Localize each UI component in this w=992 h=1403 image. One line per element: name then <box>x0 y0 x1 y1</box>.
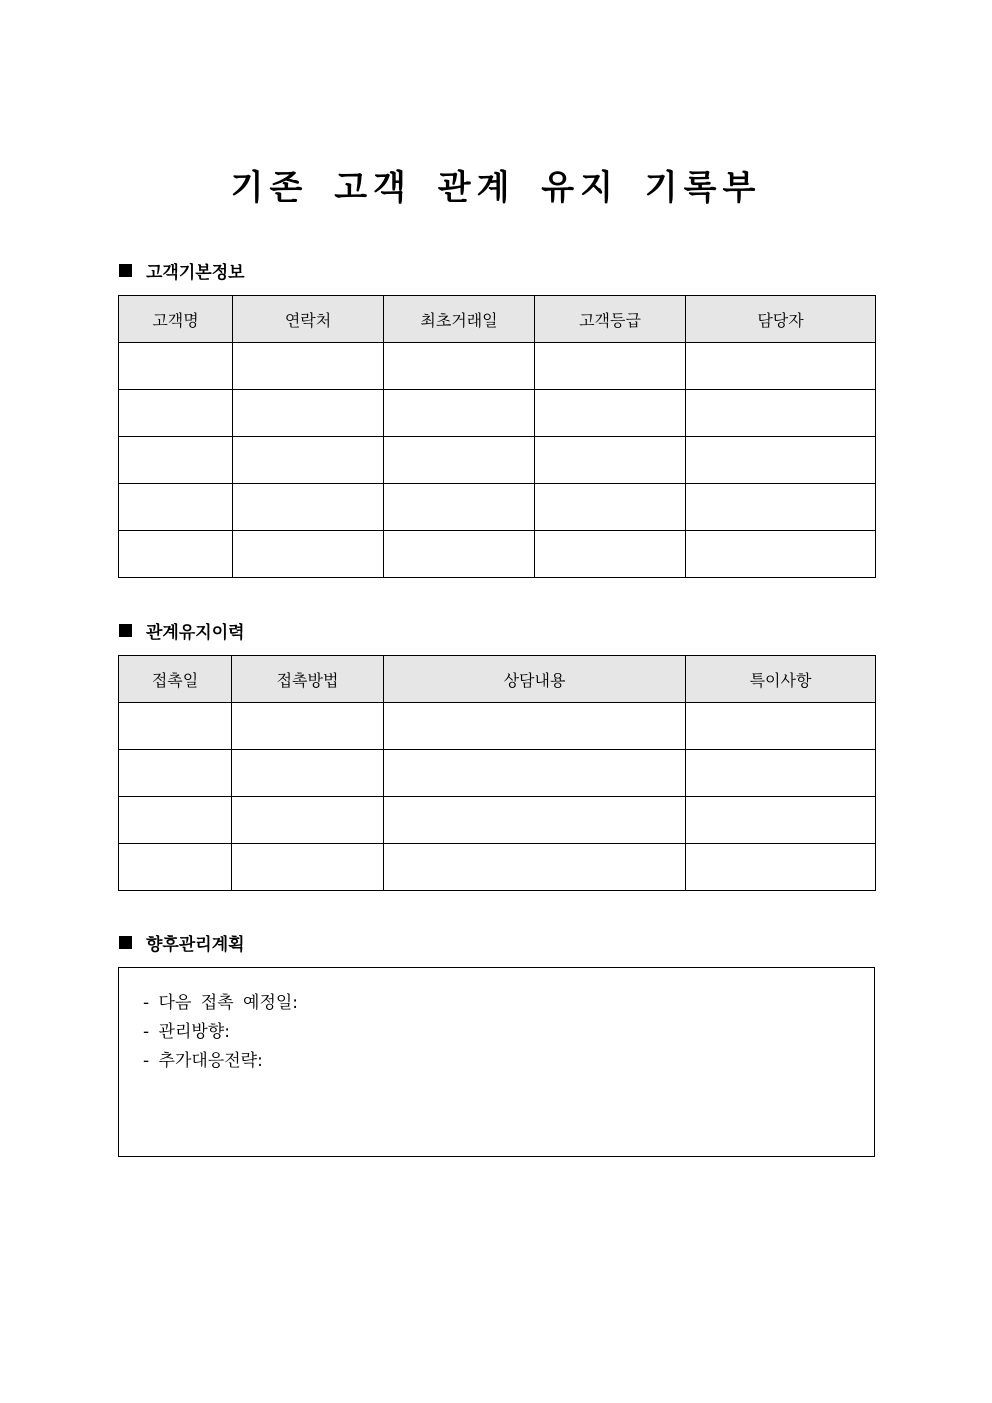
table-cell[interactable] <box>384 484 535 531</box>
table-cell[interactable] <box>686 750 876 797</box>
table-cell[interactable] <box>233 484 384 531</box>
table-cell[interactable] <box>384 844 686 891</box>
table-row <box>119 437 876 484</box>
table-cell[interactable] <box>384 797 686 844</box>
table-cell[interactable] <box>119 531 233 578</box>
table-cell[interactable] <box>232 750 384 797</box>
table-cell[interactable] <box>535 531 686 578</box>
square-bullet-icon <box>119 624 132 637</box>
column-header-customer-grade: 고객등급 <box>535 296 686 343</box>
table-cell[interactable] <box>232 703 384 750</box>
square-bullet-icon <box>119 264 132 277</box>
table-cell[interactable] <box>686 703 876 750</box>
table-cell[interactable] <box>384 531 535 578</box>
table-cell[interactable] <box>119 844 232 891</box>
table-cell[interactable] <box>535 484 686 531</box>
table-cell[interactable] <box>686 531 876 578</box>
table-row <box>119 484 876 531</box>
table-cell[interactable] <box>233 437 384 484</box>
table-row <box>119 390 876 437</box>
table-cell[interactable] <box>119 703 232 750</box>
document-title: 기존 고객 관계 유지 기록부 <box>230 168 762 208</box>
table-cell[interactable] <box>384 750 686 797</box>
column-header-contact-date: 접촉일 <box>119 656 232 703</box>
column-header-first-transaction-date: 최초거래일 <box>384 296 535 343</box>
table-row <box>119 343 876 390</box>
table-cell[interactable] <box>535 343 686 390</box>
square-bullet-icon <box>119 936 132 949</box>
table-cell[interactable] <box>119 343 233 390</box>
table-row <box>119 844 876 891</box>
table-row <box>119 750 876 797</box>
table-cell[interactable] <box>232 844 384 891</box>
history-table <box>118 655 876 891</box>
table-cell[interactable] <box>232 797 384 844</box>
basic-info-table <box>118 295 876 578</box>
table-cell[interactable] <box>119 437 233 484</box>
table-cell[interactable] <box>119 750 232 797</box>
column-header-contact-method: 접촉방법 <box>232 656 384 703</box>
section-heading-label: 고객기본정보 <box>146 262 245 283</box>
column-header-manager: 담당자 <box>686 296 876 343</box>
column-header-contact: 연락처 <box>233 296 384 343</box>
table-cell[interactable] <box>233 343 384 390</box>
table-row <box>119 703 876 750</box>
column-header-remarks: 특이사항 <box>686 656 876 703</box>
plan-item-additional-strategy: - 추가대응전략: <box>143 1051 263 1071</box>
table-cell[interactable] <box>119 484 233 531</box>
table-cell[interactable] <box>535 437 686 484</box>
section-heading-history <box>119 618 245 642</box>
plan-item-next-contact-date: - 다음 접촉 예정일: <box>143 993 299 1013</box>
table-cell[interactable] <box>686 844 876 891</box>
table-cell[interactable] <box>686 390 876 437</box>
future-plan-box[interactable] <box>118 967 875 1157</box>
table-row <box>119 531 876 578</box>
table-cell[interactable] <box>686 437 876 484</box>
column-header-consultation-details: 상담내용 <box>384 656 686 703</box>
table-cell[interactable] <box>384 390 535 437</box>
table-header-row <box>119 656 876 703</box>
table-cell[interactable] <box>686 484 876 531</box>
table-cell[interactable] <box>233 390 384 437</box>
table-cell[interactable] <box>384 703 686 750</box>
section-heading-label: 향후관리계획 <box>146 934 245 955</box>
table-row <box>119 797 876 844</box>
table-cell[interactable] <box>119 390 233 437</box>
table-cell[interactable] <box>384 437 535 484</box>
table-header-row <box>119 296 876 343</box>
table-cell[interactable] <box>119 797 232 844</box>
section-heading-label: 관계유지이력 <box>146 622 245 643</box>
table-cell[interactable] <box>535 390 686 437</box>
table-cell[interactable] <box>384 343 535 390</box>
plan-item-management-direction: - 관리방향: <box>143 1022 230 1042</box>
table-cell[interactable] <box>686 797 876 844</box>
column-header-customer-name: 고객명 <box>119 296 233 343</box>
section-heading-plan <box>119 930 245 954</box>
section-heading-basic-info <box>119 258 245 282</box>
table-cell[interactable] <box>233 531 384 578</box>
table-cell[interactable] <box>686 343 876 390</box>
